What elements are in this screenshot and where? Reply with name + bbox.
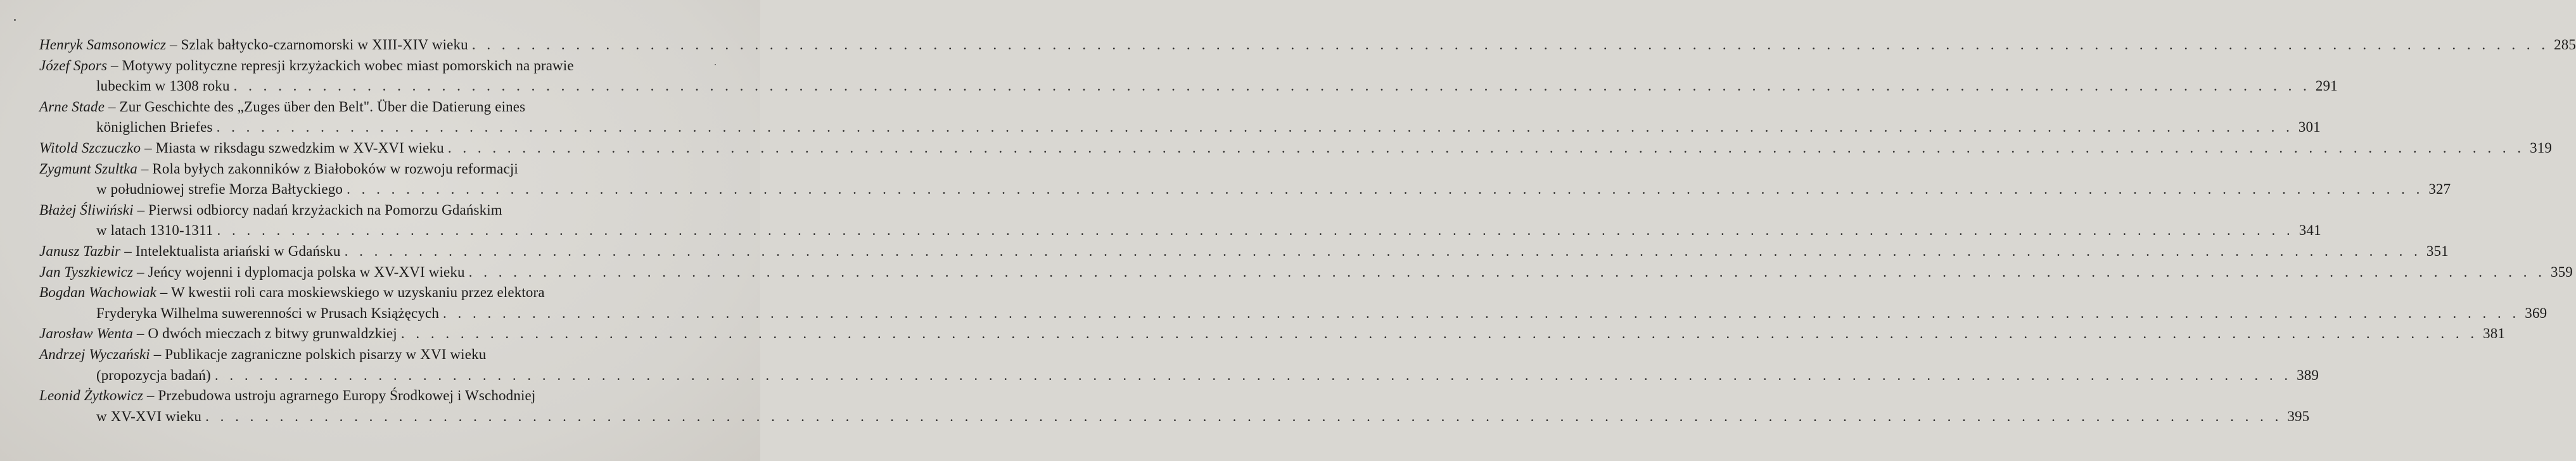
toc-entry-continuation: [39, 117, 2321, 138]
toc-title: Rola byłych zakonników z Białoboków w rozwoju reformacji: [152, 160, 518, 177]
toc-entry: [39, 56, 2338, 97]
toc-title: königlichen Briefes: [96, 119, 213, 136]
dot-leader: . . . . . . . . . . . . . . . . . . . . . . . . . . . . . . . . . . . . . . . . . . . . . . . . . . . . . . . . . . . . . . . . . . . . . . . . . . . . . . . . . . . . . . . . . . . . . . . . . . . . . . . . . . . . . . . . . . . . . . . . . . . . . . . . . . . . . . . . . . . .: [216, 119, 2293, 136]
toc-author: Leonid Żytkowicz: [39, 388, 144, 404]
toc-entry-continuation: [39, 407, 2310, 427]
toc-page-number: 389: [2297, 367, 2319, 383]
toc-separator: –: [143, 388, 158, 404]
toc-entry: [39, 386, 2310, 427]
toc-entry-text: [96, 220, 214, 241]
toc-entry: [39, 35, 2576, 56]
toc-title: w latach 1310-1311: [96, 222, 214, 239]
toc-title: O dwóch mieczach z bitwy grunwaldzkiej: [148, 325, 397, 342]
toc-entry-text: [96, 303, 439, 324]
toc-entry-continuation: [39, 365, 2319, 386]
toc-entry: [39, 344, 2319, 386]
toc-entry-line: [39, 200, 724, 221]
dot-leader: . . . . . . . . . . . . . . . . . . . . . . . . . . . . . . . . . . . . . . . . . . . . . . . . . . . . . . . . . . . . . . . . . . . . . . . . . . . . . . . . . . . . . . . . . . . . . . . . . . . . . . . . . . . . . . . . . . . . . . . . . . . . . . . . . . . . . . . . . . . .: [400, 325, 2478, 342]
toc-separator: –: [166, 37, 181, 53]
toc-page-number: 369: [2525, 305, 2547, 321]
toc-page-number: 285: [2554, 37, 2576, 53]
toc-page-number: 301: [2298, 119, 2321, 136]
toc-title: w południowej strefie Morza Bałtyckiego: [96, 181, 343, 198]
toc-separator: –: [120, 243, 136, 259]
toc-entry-text: [96, 407, 201, 427]
toc-page-number: 381: [2483, 325, 2506, 342]
dot-leader: . . . . . . . . . . . . . . . . . . . . . . . . . . . . . . . . . . . . . . . . . . . . . . . . . . . . . . . . . . . . . . . . . . . . . . . . . . . . . . . . . . . . . . . . . . . . . . . . . . . . . . . . . . . . . . . . . . . . . . . . . . . . . . . . . . . . . . . . . . . .: [217, 222, 2294, 239]
toc-entry-line: [39, 138, 2553, 159]
toc-entry-line: [39, 324, 2506, 344]
toc-author: Józef Spors: [39, 57, 108, 73]
toc-separator: –: [150, 346, 165, 362]
toc-entry-continuation: [39, 179, 2451, 200]
toc-entry-text: [96, 117, 213, 138]
toc-separator: –: [105, 98, 120, 115]
dot-leader: . . . . . . . . . . . . . . . . . . . . . . . . . . . . . . . . . . . . . . . . . . . . . . . . . . . . . . . . . . . . . . . . . . . . . . . . . . . . . . . . . . . . . . . . . . . . . . . . . . . . . . . . . . . . . . . . . . . . . . . . . . . . . . . . . . . . . . . . . . . .: [443, 305, 2520, 321]
toc-title: Fryderyka Wilhelma suwerenności w Prusach Książęcych: [96, 305, 440, 321]
toc-page-number: 395: [2287, 408, 2310, 424]
dot-leader: . . . . . . . . . . . . . . . . . . . . . . . . . . . . . . . . . . . . . . . . . . . . . . . . . . . . . . . . . . . . . . . . . . . . . . . . . . . . . . . . . . . . . . . . . . . . . . . . . . . . . . . . . . . . . . . . . . . . . . . . . . . . . . . . . . . . . . . . . . . .: [447, 139, 2525, 156]
toc-entry-continuation: [39, 303, 2547, 324]
toc-title: Szlak bałtycko-czarnomorski w XIII-XIV wieku: [181, 37, 468, 53]
toc-entry: [39, 159, 2451, 200]
dot-leader: . . . . . . . . . . . . . . . . . . . . . . . . . . . . . . . . . . . . . . . . . . . . . . . . . . . . . . . . . . . . . . . . . . . . . . . . . . . . . . . . . . . . . . . . . . . . . . . . . . . . . . . . . . . . . . . . . . . . . . . . . . . . . . . . . . . . . . . . . . . .: [233, 78, 2311, 94]
dot-leader: . . . . . . . . . . . . . . . . . . . . . . . . . . . . . . . . . . . . . . . . . . . . . . . . . . . . . . . . . . . . . . . . . . . . . . . . . . . . . . . . . . . . . . . . . . . . . . . . . . . . . . . . . . . . . . . . . . . . . . . . . . . . . . . . . . . . . . . . . . . .: [468, 263, 2546, 280]
toc-title: Jeńcy wojenni i dyplomacja polska w XV-XVI wieku: [148, 263, 465, 280]
toc-title: Publikacje zagraniczne polskich pisarzy w XVI wieku: [165, 346, 487, 362]
toc-title: Pierwsi odbiorcy nadań krzyżackich na Pomorzu Gdańskim: [148, 201, 502, 218]
dot-leader: . . . . . . . . . . . . . . . . . . . . . . . . . . . . . . . . . . . . . . . . . . . . . . . . . . . . . . . . . . . . . . . . . . . . . . . . . . . . . . . . . . . . . . . . . . . . . . . . . . . . . . . . . . . . . . . . . . . . . . . . . . . . . . . . . . . . . . . . . . . .: [205, 408, 2283, 424]
toc-entry: [39, 241, 2449, 262]
toc-entry: [39, 262, 2573, 283]
toc-entry: [39, 282, 2547, 324]
toc-title: w XV-XVI wieku: [96, 408, 202, 424]
toc-page-number: 291: [2315, 78, 2338, 94]
dot-leader: . . . . . . . . . . . . . . . . . . . . . . . . . . . . . . . . . . . . . . . . . . . . . . . . . . . . . . . . . . . . . . . . . . . . . . . . . . . . . . . . . . . . . . . . . . . . . . . . . . . . . . . . . . . . . . . . . . . . . . . . . . . . . . . . . . . . . . . . . . . .: [347, 181, 2424, 198]
toc-entry-line: [39, 56, 724, 77]
toc-entry-text: [96, 179, 343, 200]
table-of-contents: [39, 35, 2576, 427]
toc-page-number: 351: [2426, 243, 2449, 259]
toc-title: Motywy polityczne represji krzyżackich wobec miast pomorskich na prawie: [122, 57, 574, 73]
toc-author: Janusz Tazbir: [39, 243, 121, 259]
toc-entry-text: [39, 35, 468, 56]
dot-leader: . . . . . . . . . . . . . . . . . . . . . . . . . . . . . . . . . . . . . . . . . . . . . . . . . . . . . . . . . . . . . . . . . . . . . . . . . . . . . . . . . . . . . . . . . . . . . . . . . . . . . . . . . . . . . . . . . . . . . . . . . . . . . . . . . . . . . . . . . . . .: [344, 243, 2421, 259]
toc-entry-line: [39, 35, 2576, 56]
toc-entry-line: [39, 97, 724, 118]
toc-entry-text: [96, 76, 230, 97]
dot-leader: . . . . . . . . . . . . . . . . . . . . . . . . . . . . . . . . . . . . . . . . . . . . . . . . . . . . . . . . . . . . . . . . . . . . . . . . . . . . . . . . . . . . . . . . . . . . . . . . . . . . . . . . . . . . . . . . . . . . . . . . . . . . . . . . . . . . . . . . . . . .: [471, 37, 2549, 53]
toc-page-number: 359: [2550, 263, 2573, 280]
toc-entry-text: [39, 241, 341, 262]
toc-entry-text: [39, 324, 397, 344]
toc-entry: [39, 138, 2553, 159]
toc-entry-line: [39, 262, 2573, 283]
toc-title: Intelektualista ariański w Gdańsku: [135, 243, 341, 259]
toc-author: Andrzej Wyczański: [39, 346, 150, 362]
toc-entry-text: [96, 365, 211, 386]
toc-author: Zygmunt Szultka: [39, 160, 137, 177]
toc-entry-line: [39, 344, 724, 365]
toc-title: W kwestii roli cara moskiewskiego w uzyskaniu przez elektora: [170, 284, 545, 301]
toc-separator: –: [133, 263, 148, 280]
toc-separator: –: [141, 139, 156, 156]
toc-entry: [39, 200, 2321, 241]
toc-separator: –: [133, 201, 149, 218]
toc-entry-continuation: [39, 76, 2338, 97]
dot-leader: . . . . . . . . . . . . . . . . . . . . . . . . . . . . . . . . . . . . . . . . . . . . . . . . . . . . . . . . . . . . . . . . . . . . . . . . . . . . . . . . . . . . . . . . . . . . . . . . . . . . . . . . . . . . . . . . . . . . . . . . . . . . . . . . . . . . . . . . . . . .: [214, 367, 2292, 383]
toc-separator: –: [132, 325, 148, 342]
toc-title: Zur Geschichte des „Zuges über den Belt". Über die Datierung eines: [119, 98, 526, 115]
toc-entry-line: [39, 241, 2449, 262]
toc-title: (propozycja badań): [96, 367, 211, 383]
toc-separator: –: [107, 57, 122, 73]
toc-entry-text: [39, 262, 465, 283]
toc-page-number: 341: [2299, 222, 2321, 239]
toc-title: lubeckim w 1308 roku: [96, 78, 230, 94]
toc-author: Arne Stade: [39, 98, 105, 115]
toc-entry: [39, 324, 2506, 344]
toc-author: Jarosław Wenta: [39, 325, 133, 342]
toc-author: Bogdan Wachowiak: [39, 284, 156, 301]
paper-speck: [14, 19, 16, 21]
toc-entry-line: [39, 282, 724, 303]
toc-entry: [39, 97, 2321, 138]
toc-separator: –: [137, 160, 153, 177]
toc-entry-continuation: [39, 220, 2321, 241]
toc-author: Henryk Samsonowicz: [39, 37, 167, 53]
toc-page-number: 327: [2428, 181, 2451, 198]
toc-entry-line: [39, 386, 724, 407]
toc-page-number: 319: [2530, 139, 2553, 156]
toc-author: Błażej Śliwiński: [39, 201, 134, 218]
toc-author: Witold Szczuczko: [39, 139, 141, 156]
toc-entry-line: [39, 159, 724, 180]
toc-author: Jan Tyszkiewicz: [39, 263, 134, 280]
toc-entry-text: [39, 138, 444, 159]
toc-title: Przebudowa ustroju agrarnego Europy Środkowej i Wschodniej: [158, 388, 536, 404]
toc-separator: –: [156, 284, 171, 301]
toc-title: Miasta w riksdagu szwedzkim w XV-XVI wieku: [155, 139, 444, 156]
